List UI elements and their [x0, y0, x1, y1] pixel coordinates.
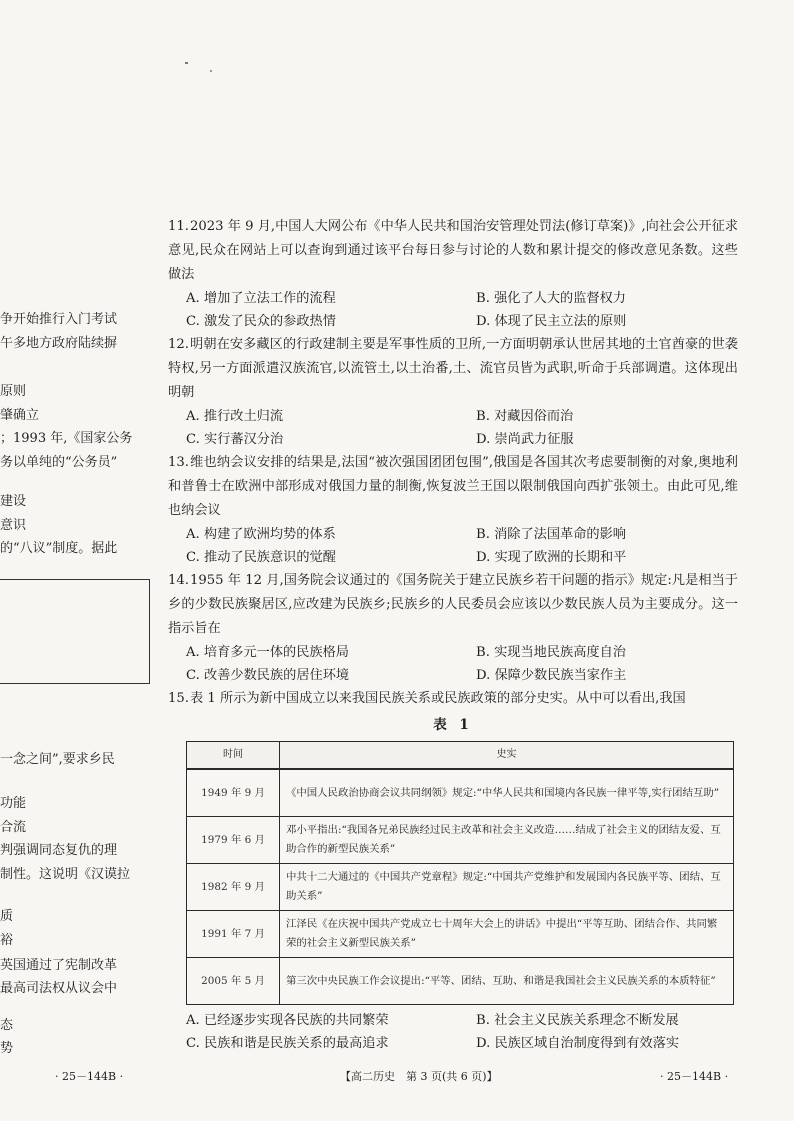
row-fact: 《中国人民政治协商会议共同纲领》规定:“中华人民共和国境内各民族一律平等,实行团结互助”: [280, 769, 734, 817]
row-time: 1991 年 7 月: [187, 911, 280, 958]
question-15: [168, 687, 738, 1055]
left-cut-line: 意识: [0, 518, 27, 533]
left-cut-line: 功能: [0, 796, 27, 811]
scan-speck: [210, 70, 212, 72]
question-stem: [168, 569, 738, 641]
option-b[interactable]: B. 社会主义民族关系理念不断发展: [476, 1013, 679, 1028]
option-d[interactable]: D. 保障少数民族当家作主: [476, 668, 627, 683]
row-fact: 第三次中央民族工作会议提出:“平等、团结、互助、和谐是我国社会主义民族关系的本质特征”: [280, 958, 734, 1005]
option-b[interactable]: B. 强化了人大的监督权力: [476, 291, 626, 306]
option-d[interactable]: D. 崇尚武力征服: [476, 432, 574, 447]
options: [168, 1009, 738, 1055]
option-a[interactable]: A. 推行改土归流: [186, 409, 284, 424]
option-b[interactable]: B. 对藏因俗而治: [476, 409, 574, 424]
question-13: [168, 451, 738, 569]
left-cut-line: 最高司法权从议会中: [0, 981, 118, 996]
question-stem: [168, 215, 738, 287]
table-header-time: 时间: [187, 742, 280, 770]
left-cut-line: 合流: [0, 820, 27, 835]
question-text: 表 1 所示为新中国成立以来我国民族关系或民族政策的部分史实。从中可以看出,我国: [189, 691, 686, 706]
question-stem: [168, 451, 738, 523]
option-a[interactable]: A. 培育多元一体的民族格局: [186, 645, 349, 660]
scan-speck: [185, 62, 188, 64]
option-d[interactable]: D. 民族区域自治制度得到有效落实: [476, 1036, 680, 1051]
table-row: [187, 864, 734, 911]
left-cut-line: 争开始推行入门考试: [0, 312, 118, 327]
question-number: 13.: [168, 455, 189, 470]
question-number: 15.: [168, 691, 189, 706]
footer-code-right: · 25－144B ·: [660, 1070, 729, 1083]
left-cut-line: 的“八议”制度。据此: [0, 541, 118, 556]
left-cut-column: [0, 0, 160, 1121]
option-d[interactable]: D. 实现了欧洲的长期和平: [476, 550, 627, 565]
option-a[interactable]: A. 已经逐步实现各民族的共同繁荣: [186, 1013, 389, 1028]
option-c[interactable]: C. 民族和谐是民族关系的最高追求: [186, 1036, 389, 1051]
left-cut-line: 制性。这说明《汉谟拉: [0, 867, 131, 882]
question-text: 维也纳会议安排的结果是,法国“被次强国团团包围”,俄国是各国其次考虑要制衡的对象,奥地利和普鲁士在欧洲中部形成对俄国力量的制衡,恢复波兰王国以限制俄国向西扩张领土。由此可见,维也纳会议: [168, 455, 738, 518]
left-cut-line: 态: [0, 1018, 14, 1033]
question-text: 1955 年 12 月,国务院会议通过的《国务院关于建立民族乡若干问题的指示》规定:凡是相当于乡的少数民族聚居区,应改建为民族乡;民族乡的人民委员会应该以少数民族人员为主要成分。这一指示旨在: [168, 573, 738, 636]
table-row: [187, 911, 734, 958]
options: [168, 405, 738, 451]
question-column: [168, 215, 738, 1055]
question-14: [168, 569, 738, 687]
option-d[interactable]: D. 体现了民主立法的原则: [476, 314, 627, 329]
history-table: [186, 741, 734, 1005]
footer-code-left: · 25－144B ·: [55, 1070, 124, 1083]
table-row: [187, 769, 734, 817]
left-cut-line: 势: [0, 1041, 14, 1056]
row-time: 2005 年 5 月: [187, 958, 280, 1005]
table-row: [187, 958, 734, 1005]
options: [168, 523, 738, 569]
left-cut-line: 裕: [0, 933, 14, 948]
question-stem: [168, 687, 738, 711]
question-number: 14.: [168, 573, 189, 588]
row-fact: 江泽民《在庆祝中国共产党成立七十周年大会上的讲话》中提出“平等互助、团结合作、共同繁荣的社会主义新型民族关系”: [280, 911, 734, 958]
left-cut-line: 建设: [0, 494, 27, 509]
option-b[interactable]: B. 消除了法国革命的影响: [476, 527, 626, 542]
question-11: [168, 215, 738, 333]
option-c[interactable]: C. 推动了民族意识的觉醒: [186, 550, 336, 565]
options: [168, 287, 738, 333]
option-c[interactable]: C. 激发了民众的参政热情: [186, 314, 336, 329]
option-a[interactable]: A. 增加了立法工作的流程: [186, 291, 336, 306]
option-c[interactable]: C. 实行蕃汉分治: [186, 432, 284, 447]
option-a[interactable]: A. 构建了欧洲均势的体系: [186, 527, 336, 542]
left-cut-box: [0, 579, 150, 684]
question-number: 12.: [168, 337, 189, 352]
table-header-fact: 史实: [280, 742, 734, 770]
row-time: 1982 年 9 月: [187, 864, 280, 911]
left-cut-line: 一念之间”,要求乡民: [0, 752, 115, 767]
question-text: 2023 年 9 月,中国人大网公布《中华人民共和国治安管理处罚法(修订草案)》,向社会公开征求意见,民众在网站上可以查询到通过该平台每日参与讨论的人数和累计提交的修改意见条数。这些做法: [168, 219, 738, 282]
footer-page-info: 【高二历史 第 3 页(共 6 页)】: [340, 1070, 498, 1083]
left-cut-line: 英国通过了宪制改革: [0, 958, 118, 973]
table-header-row: [187, 742, 734, 770]
row-time: 1949 年 9 月: [187, 769, 280, 817]
table-row: [187, 817, 734, 864]
question-number: 11.: [168, 219, 189, 234]
option-c[interactable]: C. 改善少数民族的居住环境: [186, 668, 350, 683]
left-cut-line: 午多地方政府陆续摒: [0, 336, 118, 351]
left-cut-line: 原则: [0, 384, 27, 399]
question-text: 明朝在安多藏区的行政建制主要是军事性质的卫所,一方面明朝承认世居其地的土官酋豪的世袭特权,另一方面派遣汉族流官,以流管土,以土治番,土、流官员皆为武职,听命于兵部调遣。这体现出明朝: [168, 337, 738, 400]
left-cut-line: 务以单纯的“公务员”: [0, 455, 118, 470]
left-cut-line: 肇确立: [0, 408, 40, 423]
question-12: [168, 333, 738, 451]
table-title: 表 1: [433, 717, 473, 733]
option-b[interactable]: B. 实现当地民族高度自治: [476, 645, 626, 660]
options: [168, 641, 738, 687]
row-time: 1979 年 6 月: [187, 817, 280, 864]
left-cut-line: 质: [0, 909, 14, 924]
row-fact: 中共十二大通过的《中国共产党章程》规定:“中国共产党维护和发展国内各民族平等、团结、互助关系”: [280, 864, 734, 911]
question-stem: [168, 333, 738, 405]
left-cut-line: 判强调同态复仇的理: [0, 843, 118, 858]
left-cut-line: ；1993 年,《国家公务: [0, 431, 133, 446]
row-fact: 邓小平指出:“我国各兄弟民族经过民主改革和社会主义改造……结成了社会主义的团结友爱、互助合作的新型民族关系”: [280, 817, 734, 864]
